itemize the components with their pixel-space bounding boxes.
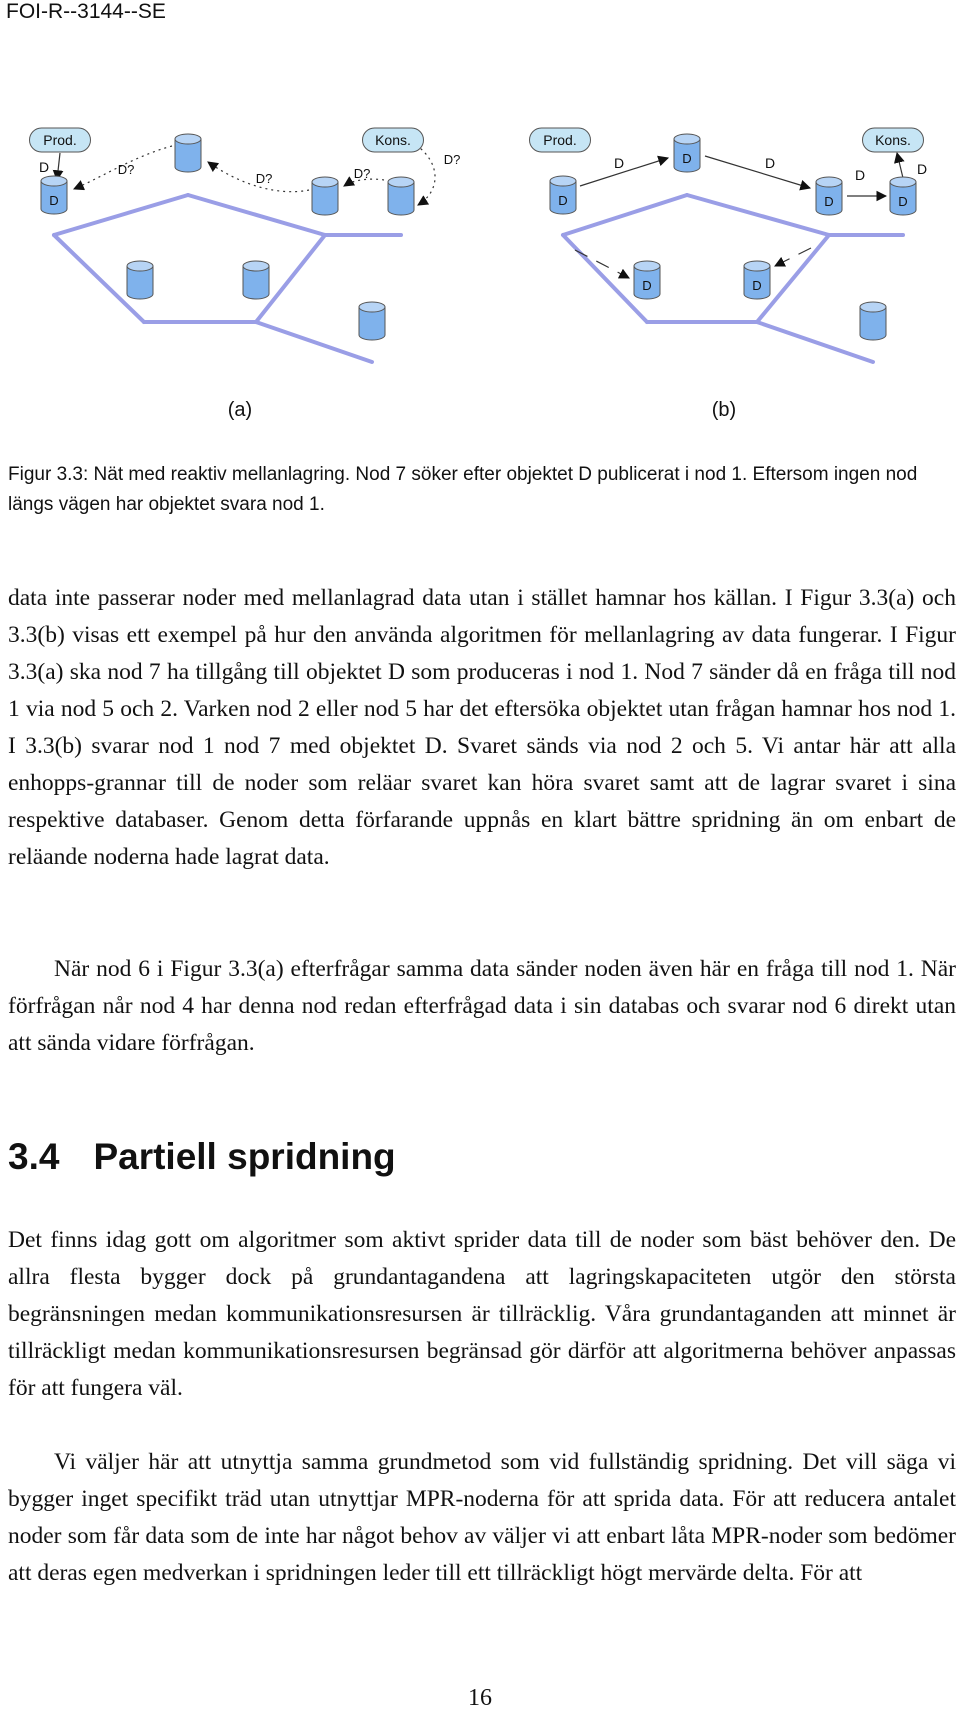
section-paragraph-1: Det finns idag gott om algoritmer som aktivt sprider data till de noder som bäst behöver den. De allra flesta bygger dock på grundantagandena att lagringskapaciteten utgör den största begränsningen medan kommunikationsresursen är tillräcklig. Våra grundantaganden att minnet är tillräckligt medan kommunikationsresursen begränsad gör därför att algoritmerna behöver anpassas för att fungera väl. (8, 1227, 956, 1401)
db-b-node4-label: D (752, 278, 762, 293)
db-b-node7 (890, 177, 916, 215)
arrow-b-7-kons (897, 153, 903, 178)
db-b-node4 (744, 261, 770, 299)
db-a-node6 (359, 302, 385, 340)
link-b-1-2 (563, 195, 687, 235)
db-a-node2 (175, 134, 201, 172)
label-b-d2: D (764, 155, 776, 171)
db-b-node1-label: D (558, 193, 568, 208)
paragraph-2: När nod 6 i Figur 3.3(a) efterfrågar samma data sänder noden även här en fråga till nod 1. När förfrågan når nod 4 har denna nod redan efterfrågad data i sin databas och svarar nod 6 direkt utan att sända vidare förfrågan. (8, 956, 956, 1056)
label-a-q3: D? (353, 166, 371, 181)
arrow-b-2-5 (705, 156, 810, 188)
link-a-4-6 (256, 322, 372, 362)
paragraph-1: data inte passerar noder med mellanlagrad data utan i stället hamnar hos källan. I Figur 3.3(a) och 3.3(b) visas ett exempel på hur den använda algoritmen för mellanlagring av data fungerar. I Figur 3.3(a) ska nod 7 ha tillgång till objektet D som produceras i nod 1. Nod 7 sänder då en fråga till nod 1 via nod 5 och 2. Varken nod 2 eller nod 5 har det eftersöka objektet utan frågan hamnar hos nod 1. I 3.3(b) svarar nod 1 nod 7 med objektet D. Svaret sänds via nod 2 och 5. Vi antar här att alla enhopps-grannar till de noder som reläar svaret kan höra svaret samt att de lagrar svaret i sina respektive databaser. Genom detta förfarande uppnås en klart bättre spridning än om enbart de reläande noderna hade lagrat data. (8, 585, 956, 870)
figure-caption: Figur 3.3: Nät med reaktiv mellanlagring. Nod 7 söker efter objektet D publicerat i nod 1. Eftersom ingen nod längs vägen har objektet svara nod 1. (8, 464, 918, 515)
panel-label-a: (a) (227, 399, 253, 421)
link-b-4-6 (757, 322, 873, 362)
db-b-node7-label: D (898, 194, 908, 209)
label-a-q4: D? (443, 152, 461, 167)
figure-3-3 (0, 100, 960, 430)
db-b-node3-label: D (642, 278, 652, 293)
label-a-d: D (38, 159, 50, 175)
db-a-node5 (312, 177, 338, 215)
db-b-node5-label: D (824, 194, 834, 209)
panel-label-b: (b) (711, 399, 737, 421)
link-b-2-5 (687, 195, 829, 235)
db-b-node5 (816, 177, 842, 215)
section-paragraph-2: Vi väljer här att utnyttja samma grundmetod som vid fullständig spridning. Det vill säga vi bygger inget specifikt träd utan utnyttjar MPR-noderna för att sprida data. För att reducera antalet noder som får data som de inte har något behov av väljer vi att enbart låta MPR-noder som bedömer att deras egen medverkan i spridningen leder till ett tillräckligt högt mervärde delta. För att (8, 1449, 956, 1586)
section-title: Partiell spridning (93, 1136, 396, 1177)
db-b-node6 (860, 302, 886, 340)
link-a-2-5 (188, 195, 325, 235)
query-arrow-a-kons (416, 145, 435, 205)
badge-prod-a-label: Prod. (43, 132, 77, 148)
label-a-q2: D? (255, 171, 273, 186)
label-b-d3: D (854, 167, 866, 183)
section-number: 3.4 (8, 1136, 60, 1177)
db-b-node2 (674, 134, 700, 172)
page-number: 16 (468, 1685, 492, 1711)
db-a-node1-label: D (49, 193, 59, 208)
section-heading (8, 1136, 396, 1178)
db-a-node3 (127, 261, 153, 299)
db-b-node1 (550, 176, 576, 214)
db-b-node2-label: D (682, 151, 692, 166)
badge-prod-b-label: Prod. (543, 132, 577, 148)
db-b-node3 (634, 261, 660, 299)
badge-kons-b-label: Kons. (875, 132, 911, 148)
label-b-d4: D (916, 161, 928, 177)
db-a-node4 (243, 261, 269, 299)
report-id: FOI-R--3144--SE (6, 0, 166, 23)
label-b-d1: D (613, 155, 625, 171)
db-a-node7 (388, 177, 414, 215)
db-a-node1 (41, 176, 67, 214)
link-a-1-2 (54, 195, 188, 235)
badge-kons-a-label: Kons. (375, 132, 411, 148)
label-a-q1: D? (117, 162, 135, 177)
